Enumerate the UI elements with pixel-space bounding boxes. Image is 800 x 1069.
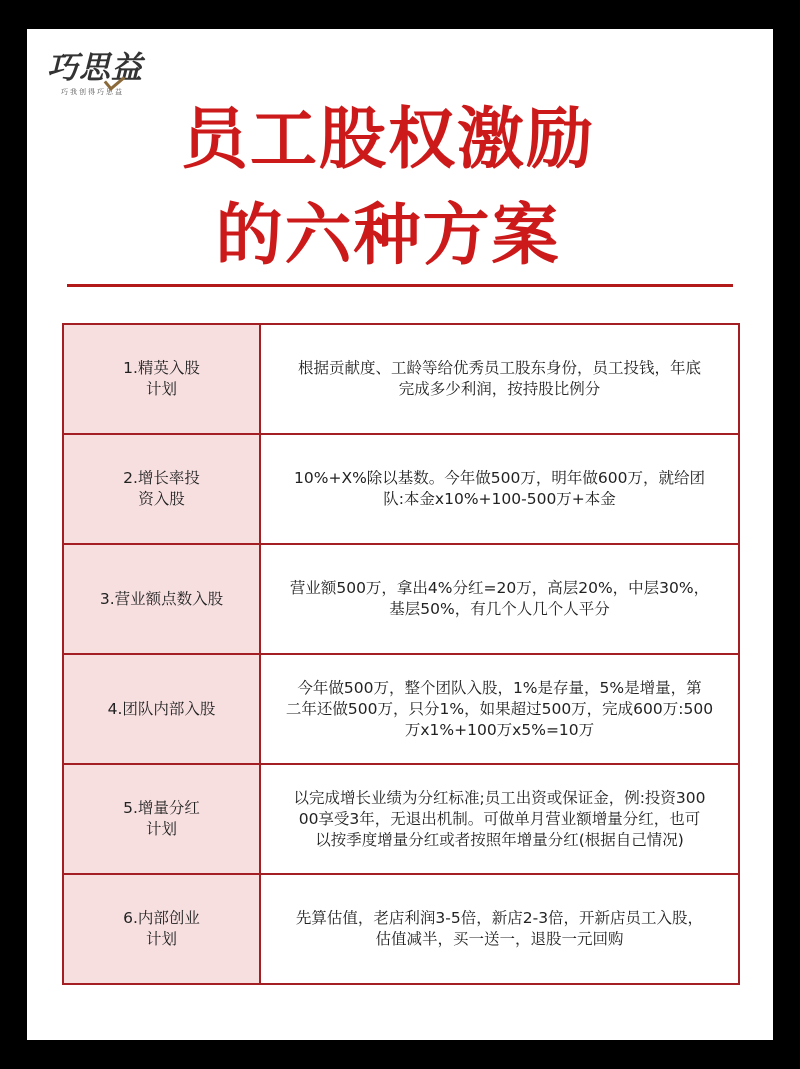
scheme-description: 队:本金x10%+100-500万+本金	[383, 490, 616, 508]
scheme-description: 今年做500万，整个团队入股，1%是存量，5%是增量，第	[297, 678, 702, 697]
scheme-label: 6.内部创业	[123, 909, 200, 927]
scheme-label: 2.增长率投	[123, 469, 200, 487]
scheme-label: 计划	[145, 930, 177, 948]
scheme-label-cell	[63, 434, 260, 544]
page-title-line-1: 员工股权激励	[181, 100, 595, 178]
scheme-description: 基层50%，有几个人几个人平分	[389, 600, 610, 618]
scheme-description: 根据贡献度、工龄等给优秀员工股东身份，员工投钱，年底	[297, 359, 701, 377]
scheme-description-cell	[260, 764, 739, 874]
scheme-label: 资入股	[138, 490, 185, 508]
page-title-line-2: 的六种方案	[215, 196, 561, 274]
scheme-description-cell	[260, 874, 739, 984]
scheme-description: 以完成增长业绩为分红标准;员工出资或保证金，例:投资300	[293, 788, 706, 807]
scheme-label-cell	[63, 544, 260, 654]
scheme-description: 二年还做500万，只分1%，如果超过500万，完成600万:500	[285, 699, 714, 718]
scheme-label: 4.团队内部入股	[107, 699, 216, 718]
scheme-label: 计划	[145, 380, 177, 398]
logo-tagline: 巧我创得巧思益	[61, 88, 124, 96]
scheme-description: 10%+X%除以基数。今年做500万，明年做600万，就给团	[294, 469, 705, 487]
scheme-description: 先算估值，老店利润3-5倍，新店2-3倍，开新店员工入股，	[295, 909, 704, 927]
title-divider	[67, 284, 733, 287]
scheme-description-cell	[260, 324, 739, 434]
table-row	[63, 324, 739, 434]
scheme-label: 计划	[145, 820, 177, 838]
scheme-label: 5.增量分红	[123, 799, 200, 817]
scheme-description-cell	[260, 434, 739, 544]
brand-logo	[47, 49, 177, 97]
scheme-description-cell	[260, 544, 739, 654]
scheme-description-cell	[260, 654, 739, 764]
scheme-label: 3.营业额点数入股	[99, 589, 224, 608]
scheme-label-cell	[63, 764, 260, 874]
scheme-description: 营业额500万，拿出4%分红=20万，高层20%，中层30%，	[289, 579, 710, 597]
scheme-label-cell	[63, 654, 260, 764]
table-row	[63, 434, 739, 544]
poster-card	[27, 29, 773, 1040]
scheme-label: 1.精英入股	[123, 359, 200, 377]
table-row	[63, 654, 739, 764]
table-row	[63, 544, 739, 654]
scheme-label-cell	[63, 324, 260, 434]
scheme-description: 00享受3年，无退出机制。可做单月营业额增量分红，也可	[298, 809, 701, 828]
logo-wordmark: 巧思益	[47, 50, 143, 86]
scheme-description: 以按季度增量分红或者按照年增量分红(根据自己情况)	[315, 830, 684, 849]
scheme-label-cell	[63, 874, 260, 984]
scheme-description: 完成多少利润，按持股比例分	[398, 380, 601, 398]
scheme-description: 估值减半，买一送一，退股一元回购	[375, 930, 624, 948]
scheme-description: 万x1%+100万x5%=10万	[404, 720, 595, 739]
table-row	[63, 874, 739, 984]
table-row	[63, 764, 739, 874]
scheme-table	[62, 323, 740, 985]
